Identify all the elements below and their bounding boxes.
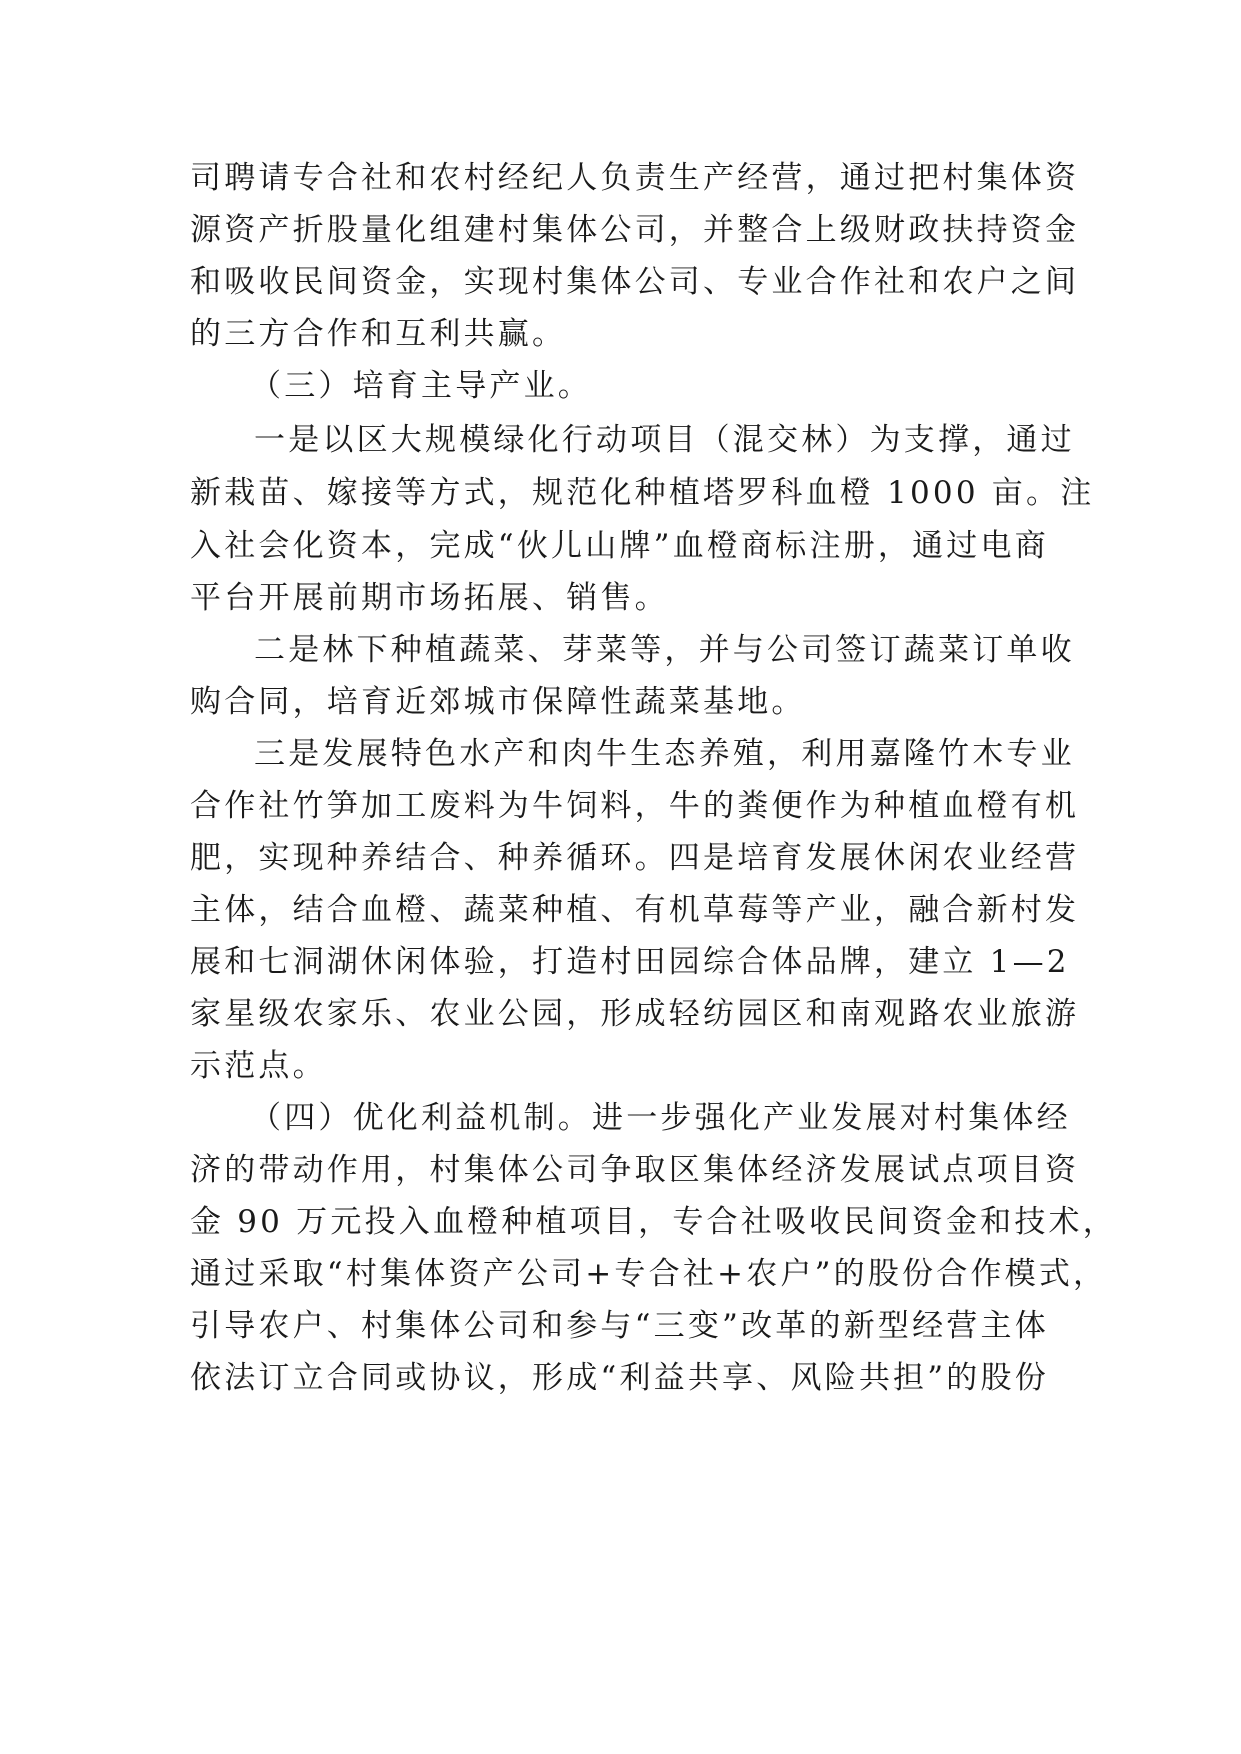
section-heading: （三）培育主导产业。	[250, 368, 592, 404]
text-line: 购合同，培育近郊城市保障性蔬菜基地。	[190, 684, 806, 720]
text-line: 肥，实现种养结合、种养循环。四是培育发展休闲农业经营	[190, 840, 1080, 876]
text-line: 引导农户、村集体公司和参与“三变”改革的新型经营主体	[190, 1308, 1049, 1344]
text-line: 三是发展特色水产和肉牛生态养殖，利用嘉隆竹木专业	[254, 736, 1075, 772]
text-line: 一是以区大规模绿化行动项目（混交林）为支撑，通过	[254, 422, 1075, 458]
text-line: 主体，结合血橙、蔬菜种植、有机草莓等产业，融合新村发	[190, 892, 1080, 928]
text-line: 济的带动作用，村集体公司争取区集体经济发展试点项目资	[190, 1152, 1080, 1188]
text-line: 依法订立合同或协议，形成“利益共享、风险共担”的股份	[190, 1360, 1049, 1396]
text-line: 司聘请专合社和农村经纪人负责生产经营，通过把村集体资	[190, 160, 1080, 196]
text-line: 二是林下种植蔬菜、芽菜等，并与公司签订蔬菜订单收	[254, 632, 1075, 668]
text-line: 平台开展前期市场拓展、销售。	[190, 580, 669, 616]
text-line: 入社会化资本，完成“伙儿山牌”血橙商标注册，通过电商	[190, 528, 1049, 564]
text-line: 合作社竹笋加工废料为牛饲料，牛的粪便作为种植血橙有机	[190, 788, 1080, 824]
text-line: 的三方合作和互利共赢。	[190, 316, 567, 352]
text-line: 金 90 万元投入血橙种植项目，专合社吸收民间资金和技术，	[190, 1204, 1117, 1240]
text-line: 家星级农家乐、农业公园，形成轻纺园区和南观路农业旅游	[190, 996, 1080, 1032]
text-line: 新栽苗、嫁接等方式，规范化种植塔罗科血橙 1000 亩。注	[190, 475, 1095, 511]
text-line: 源资产折股量化组建村集体公司，并整合上级财政扶持资金	[190, 212, 1080, 248]
text-line: 展和七洞湖休闲体验，打造村田园综合体品牌，建立 1—2	[190, 944, 1070, 980]
section-heading: （四）优化利益机制。进一步强化产业发展对村集体经	[250, 1100, 1071, 1136]
text-line: 示范点。	[190, 1048, 327, 1084]
text-line: 通过采取“村集体资产公司+专合社+农户”的股份合作模式，	[190, 1256, 1108, 1292]
text-line: 和吸收民间资金，实现村集体公司、专业合作社和农户之间	[190, 264, 1080, 300]
